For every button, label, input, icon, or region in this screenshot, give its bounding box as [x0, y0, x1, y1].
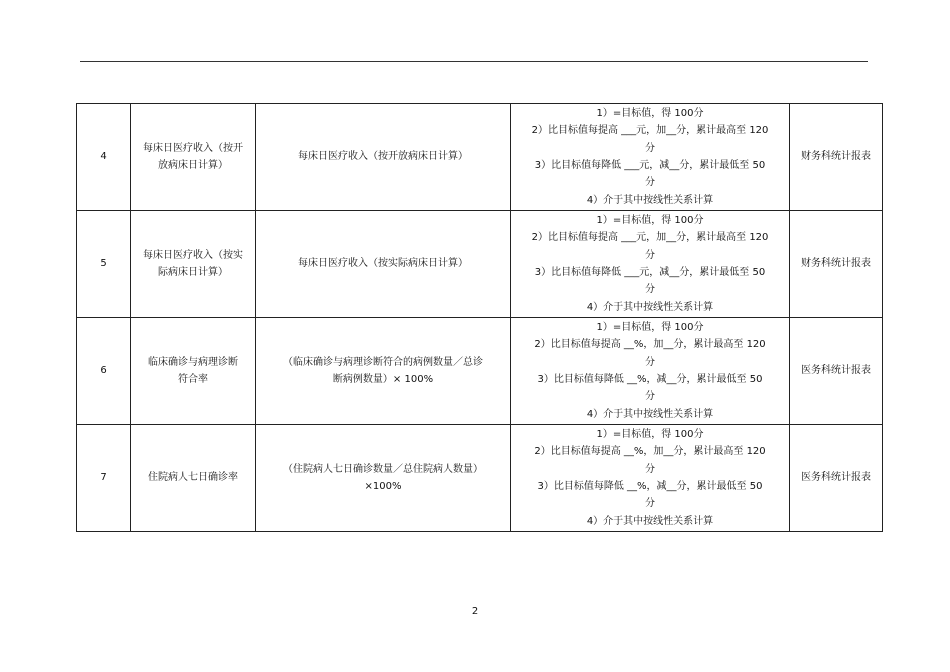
formula-line: ×100%	[364, 481, 402, 492]
indicator-name-line: 每床日医疗收入（按实	[143, 249, 243, 261]
scoring-rule-line: 分	[645, 463, 655, 475]
scoring-rule-line: 1）=目标值，得 100分	[596, 214, 704, 226]
scoring-rule-line: 4）介于其中按线性关系计算	[586, 515, 714, 527]
scoring-rule-line: 4）介于其中按线性关系计算	[586, 194, 714, 206]
formula-line: （住院病人七日确诊数量／总住院病人数量）	[283, 463, 483, 475]
scoring-rule-line: 2）比目标值每提高 __%，加__分，累计最高至 120	[534, 339, 766, 351]
formula-line: 每床日医疗收入（按开放病床日计算）	[298, 151, 468, 163]
scoring-rules-cell	[511, 318, 790, 425]
scoring-rule-line: 2）比目标值每提高 __%，加__分，累计最高至 120	[534, 446, 766, 458]
scoring-rule-line: 4）介于其中按线性关系计算	[586, 408, 714, 420]
table-body	[77, 104, 883, 532]
formula-line: 每床日医疗收入（按实际病床日计算）	[298, 258, 468, 270]
indicator-name-cell	[131, 104, 256, 211]
row-number: 7	[100, 472, 107, 484]
indicator-name-line: 住院病人七日确诊率	[148, 472, 238, 484]
table-row	[77, 318, 883, 425]
scoring-rule-line: 3）比目标值每降低 ___元，减__分，累计最低至 50	[534, 160, 766, 171]
indicator-name-cell	[131, 211, 256, 318]
header-rule	[80, 61, 868, 62]
scoring-rule-line: 2）比目标值每提高 ___元，加__分，累计最高至 120	[531, 232, 769, 244]
formula-cell	[256, 425, 511, 532]
scoring-rule-line: 分	[645, 177, 655, 189]
data-source-cell	[790, 104, 883, 211]
formula-cell	[256, 211, 511, 318]
data-source-cell	[790, 211, 883, 318]
indicator-name-line: 每床日医疗收入（按开	[143, 142, 243, 154]
scoring-rule-line: 1）=目标值，得 100分	[596, 107, 704, 119]
scoring-rule-line: 4）介于其中按线性关系计算	[586, 301, 714, 313]
data-source-cell	[790, 318, 883, 425]
scoring-rule-line: 分	[645, 142, 655, 154]
indicator-name-line: 放病床日计算）	[158, 160, 228, 171]
indicator-name-cell	[131, 318, 256, 425]
table-row	[77, 425, 883, 532]
indicator-name-cell	[131, 425, 256, 532]
table-row	[77, 211, 883, 318]
row-number-cell	[77, 318, 131, 425]
page-number: 2	[471, 606, 479, 617]
row-number: 6	[100, 365, 107, 377]
formula-line: （临床确诊与病理诊断符合的病例数量／总诊	[283, 356, 483, 368]
row-number: 4	[100, 151, 107, 163]
indicator-name-line: 符合率	[178, 374, 208, 385]
scoring-rules-cell	[511, 211, 790, 318]
indicator-name-line: 际病床日计算）	[158, 267, 228, 278]
indicator-name-line: 临床确诊与病理诊断	[148, 356, 238, 368]
row-number-cell	[77, 104, 131, 211]
formula-cell	[256, 104, 511, 211]
scoring-rules-cell	[511, 425, 790, 532]
scoring-rule-line: 分	[645, 498, 655, 510]
scoring-rule-line: 分	[645, 284, 655, 296]
metrics-table	[76, 103, 883, 532]
scoring-rule-line: 1）=目标值，得 100分	[596, 428, 704, 440]
data-source: 财务科统计报表	[801, 258, 871, 270]
scoring-rules-cell	[511, 104, 790, 211]
scoring-rule-line: 分	[645, 249, 655, 261]
row-number: 5	[100, 258, 107, 270]
formula-cell	[256, 318, 511, 425]
scoring-rule-line: 3）比目标值每降低 ___元，减__分，累计最低至 50	[534, 267, 766, 278]
scoring-rule-line: 3）比目标值每降低 __%，减__分，累计最低至 50	[537, 481, 763, 492]
row-number-cell	[77, 211, 131, 318]
table-row	[77, 104, 883, 211]
scoring-rule-line: 1）=目标值，得 100分	[596, 321, 704, 333]
scoring-rule-line: 分	[645, 391, 655, 403]
scoring-rule-line: 2）比目标值每提高 ___元，加__分，累计最高至 120	[531, 125, 769, 137]
data-source: 医务科统计报表	[801, 365, 871, 377]
formula-line: 断病例数量）× 100%	[332, 374, 434, 385]
scoring-rule-line: 分	[645, 356, 655, 368]
data-source-cell	[790, 425, 883, 532]
scoring-rule-line: 3）比目标值每降低 __%，减__分，累计最低至 50	[537, 374, 763, 385]
row-number-cell	[77, 425, 131, 532]
data-source: 财务科统计报表	[801, 151, 871, 163]
data-source: 医务科统计报表	[801, 472, 871, 484]
